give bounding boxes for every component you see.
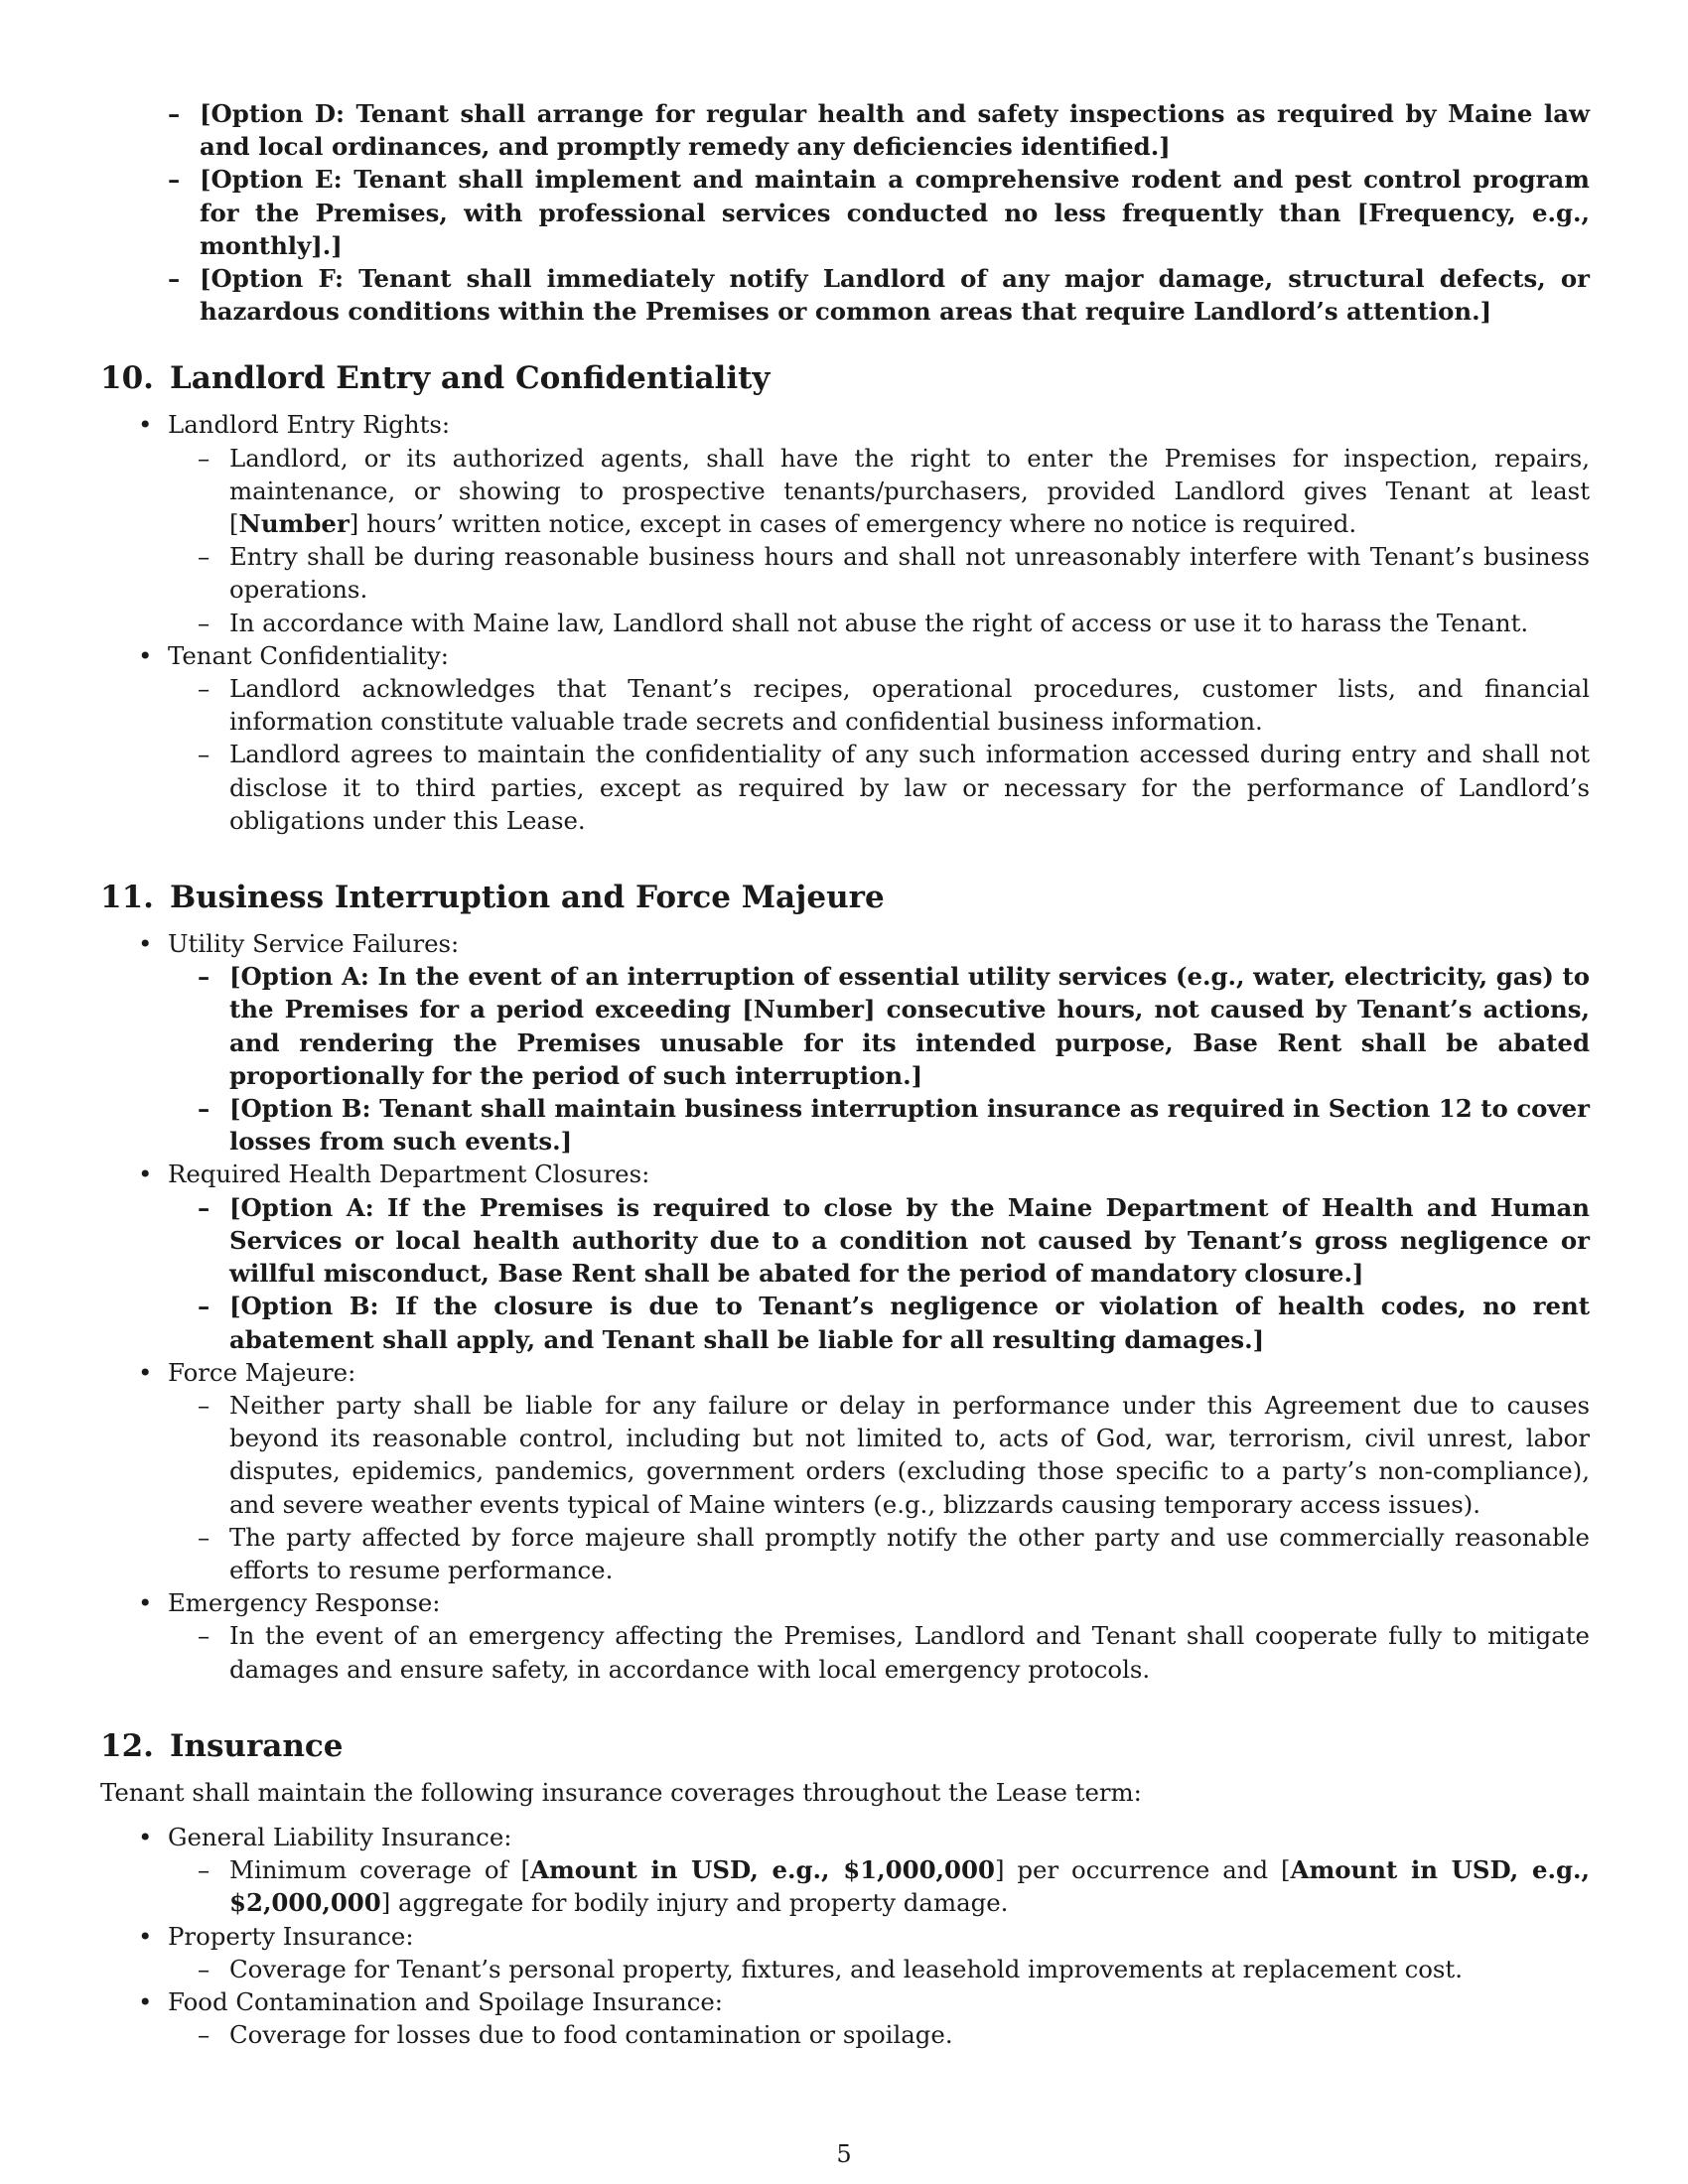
bullet-label: Landlord Entry Rights: bbox=[168, 410, 451, 440]
text-span: Landlord, or its authorized agents, shall have the right to enter the Premises for inspection, repairs, maintenance, or showing to prospective tenants/purchasers, provided Landlord gives Tenant at least [ bbox=[229, 443, 1590, 539]
sub-list bbox=[168, 1389, 1590, 1586]
sub-item: – Landlord agrees to maintain the confidentiality of any such information accessed during entry and shall not disclose it to third parties, except as required by law or necessary for the performance of Landlord’s obligations under this Lease. bbox=[229, 738, 1590, 837]
list-item bbox=[168, 1586, 1590, 1686]
text-span: ] aggregate for bodily injury and property damage. bbox=[380, 1888, 1009, 1918]
sub-list bbox=[168, 1853, 1590, 1919]
bullet-label: Required Health Department Closures: bbox=[168, 1160, 650, 1189]
bullet-label: Emergency Response: bbox=[168, 1588, 441, 1618]
list-item bbox=[168, 927, 1590, 1158]
sub-list bbox=[168, 1953, 1590, 1985]
bullet-label: Food Contamination and Spoilage Insurance: bbox=[168, 1986, 724, 2016]
list-item bbox=[168, 639, 1590, 837]
list-item bbox=[168, 408, 1590, 638]
section-10-heading bbox=[100, 358, 1590, 398]
section-11-heading bbox=[100, 878, 1590, 917]
sub-item: – In accordance with Maine law, Landlord shall not abuse the right of access or use it to harass the Tenant. bbox=[229, 607, 1590, 639]
sub-item: – Entry shall be during reasonable business hours and shall not unreasonably interfere with Tenant’s business operations. bbox=[229, 540, 1590, 606]
option-list-continued bbox=[100, 97, 1590, 328]
section-12-heading bbox=[100, 1726, 1590, 1766]
section-10-list bbox=[100, 408, 1590, 837]
sub-list bbox=[168, 1191, 1590, 1356]
section-title: Insurance bbox=[169, 1727, 344, 1764]
placeholder-amount: Amount in USD, e.g., $2,000,000 bbox=[229, 1855, 1590, 1918]
list-item bbox=[168, 1356, 1590, 1586]
page-number: 5 bbox=[836, 2140, 852, 2168]
document-page bbox=[100, 97, 1590, 2051]
section-number: 11. bbox=[100, 880, 154, 916]
bullet-label: Utility Service Failures: bbox=[168, 929, 460, 959]
sub-item bbox=[229, 1853, 1590, 1919]
placeholder-number: Number bbox=[238, 509, 350, 539]
option-e: – [Option E: Tenant shall implement and maintain a comprehensive rodent and pest control program for the Premises, with professional services conducted no less frequently than [Frequency, e.g., monthly].] bbox=[200, 163, 1590, 262]
bullet-label: Force Majeure: bbox=[168, 1357, 356, 1387]
section-12-list bbox=[100, 1821, 1590, 2051]
sub-item: – In the event of an emergency affecting the Premises, Landlord and Tenant shall cooperate fully to mitigate damages and ensure safety, in accordance with local emergency protocols. bbox=[229, 1619, 1590, 1685]
sub-item: – Coverage for Tenant’s personal property, fixtures, and leasehold improvements at replacement cost. bbox=[229, 1953, 1590, 1985]
sub-item bbox=[229, 442, 1590, 541]
text-span: Minimum coverage of [ bbox=[229, 1855, 531, 1885]
list-item bbox=[168, 1985, 1590, 2051]
sub-list bbox=[168, 2018, 1590, 2051]
sub-item: – [Option B: If the closure is due to Tenant’s negligence or violation of health codes, no rent abatement shall apply, and Tenant shall be liable for all resulting damages.] bbox=[229, 1290, 1590, 1355]
list-item bbox=[168, 1920, 1590, 1985]
option-f: – [Option F: Tenant shall immediately notify Landlord of any major damage, structural defects, or hazardous conditions within the Premises or common areas that require Landlord’s attention.] bbox=[200, 262, 1590, 328]
sub-item: – Neither party shall be liable for any failure or delay in performance under this Agreement due to causes beyond its reasonable control, including but not limited to, acts of God, war, terrorism, civil unrest, labor disputes, epidemics, pandemics, government orders (excluding those specific to a party’s non-compliance), and severe weather events typical of Maine winters (e.g., blizzards causing temporary access issues). bbox=[229, 1389, 1590, 1521]
text-span: ] hours’ written notice, except in cases of emergency where no notice is required. bbox=[349, 509, 1357, 539]
bullet-label: General Liability Insurance: bbox=[168, 1822, 512, 1851]
bullet-label: Property Insurance: bbox=[168, 1921, 414, 1951]
sub-item: – [Option A: In the event of an interruption of essential utility services (e.g., water, electricity, gas) to the Premises for a period exceeding [Number] consecutive hours, not caused by Tenant’s actions, and rendering the Premises unusable for its intended purpose, Base Rent shall be abated proportionally for the period of such interruption.] bbox=[229, 960, 1590, 1092]
list-item bbox=[168, 1158, 1590, 1355]
sub-list bbox=[168, 672, 1590, 837]
sub-item: – Coverage for losses due to food contamination or spoilage. bbox=[229, 2018, 1590, 2051]
section-title: Landlord Entry and Confidentiality bbox=[169, 360, 771, 397]
section-number: 12. bbox=[100, 1727, 154, 1764]
bullet-label: Tenant Confidentiality: bbox=[168, 640, 449, 670]
placeholder-amount: Amount in USD, e.g., $1,000,000 bbox=[530, 1855, 995, 1885]
sub-item: – [Option A: If the Premises is required to close by the Maine Department of Health and Human Services or local health authority due to a condition not caused by Tenant’s gross negligence or willful misconduct, Base Rent shall be abated for the period of mandatory closure.] bbox=[229, 1191, 1590, 1291]
sub-item: – Landlord acknowledges that Tenant’s recipes, operational procedures, customer lists, and financial information constitute valuable trade secrets and confidential business information. bbox=[229, 672, 1590, 738]
option-d: – [Option D: Tenant shall arrange for regular health and safety inspections as required by Maine law and local ordinances, and promptly remedy any deficiencies identified.] bbox=[200, 97, 1590, 163]
section-12-intro: Tenant shall maintain the following insurance coverages throughout the Lease term: bbox=[100, 1777, 1142, 1807]
sub-list bbox=[168, 960, 1590, 1158]
section-title: Business Interruption and Force Majeure bbox=[169, 880, 885, 916]
section-11-list bbox=[100, 927, 1590, 1686]
section-number: 10. bbox=[100, 360, 154, 397]
sub-list bbox=[168, 442, 1590, 639]
sub-item: – The party affected by force majeure shall promptly notify the other party and use commercially reasonable efforts to resume performance. bbox=[229, 1521, 1590, 1586]
sub-list bbox=[168, 1619, 1590, 1685]
sub-item: – [Option B: Tenant shall maintain business interruption insurance as required in Section 12 to cover losses from such events.] bbox=[229, 1092, 1590, 1158]
text-span: ] per occurrence and [ bbox=[994, 1855, 1291, 1885]
list-item bbox=[168, 1821, 1590, 1920]
